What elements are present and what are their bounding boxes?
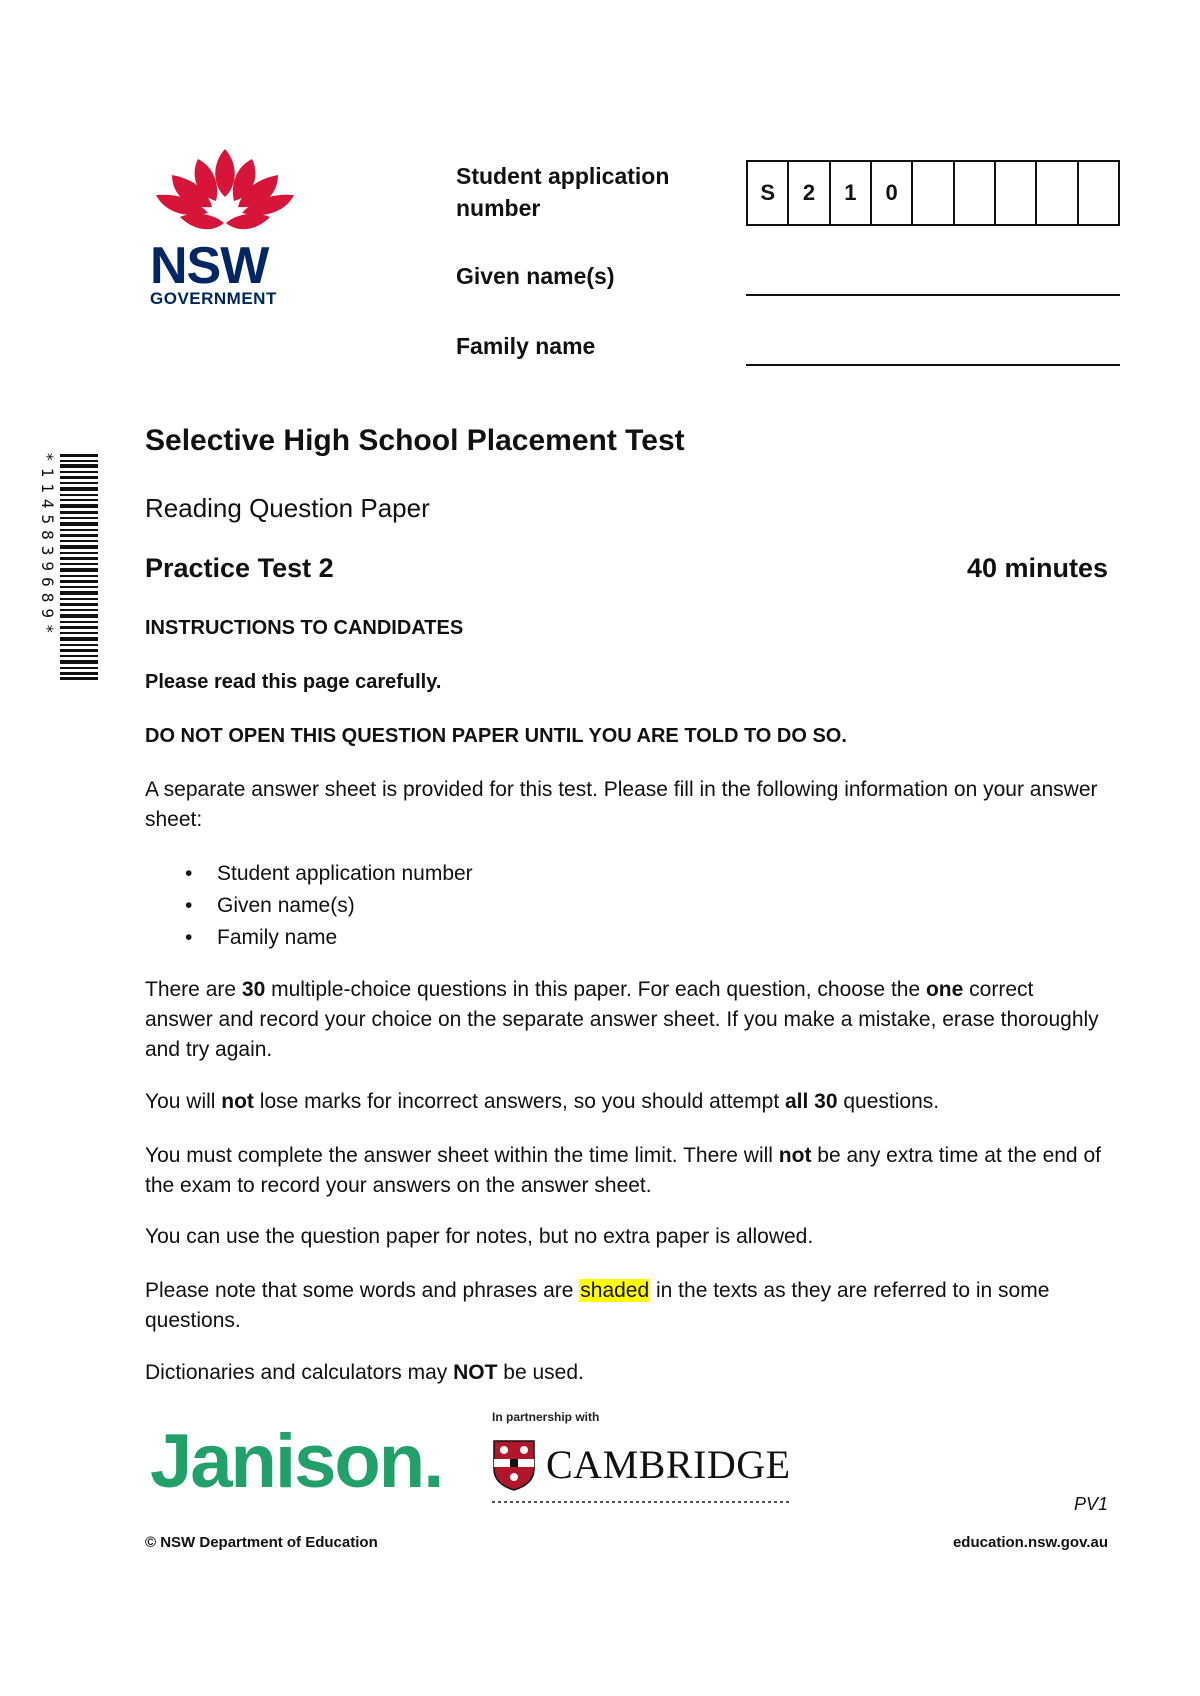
list-item: • Family name <box>145 922 1045 954</box>
student-app-label: Student application number <box>456 163 670 221</box>
instructions-heading: INSTRUCTIONS TO CANDIDATES <box>145 617 464 639</box>
app-number-cell[interactable] <box>913 162 954 224</box>
version-label: PV1 <box>1073 1494 1108 1514</box>
in-partnership-text: In partnership with <box>492 1410 600 1424</box>
dictionaries-paragraph: Dictionaries and calculators may NOT be used. <box>145 1361 584 1384</box>
website-link[interactable]: education.nsw.gov.au <box>952 1534 1108 1551</box>
app-number-cell[interactable]: 1 <box>831 162 872 224</box>
shaded-paragraph: Please note that some words and phrases are shaded in the texts as they are referred to in some questions. <box>145 1279 1050 1332</box>
cambridge-shield-icon <box>492 1439 536 1491</box>
barcode-digits: *1145839689* <box>38 452 57 640</box>
app-number-cell[interactable] <box>1037 162 1078 224</box>
page-subtitle: Reading Question Paper <box>145 493 430 523</box>
given-name-line[interactable] <box>746 294 1120 296</box>
list-item: • Student application number <box>145 858 1045 890</box>
government-logo-text: GOVERNMENT <box>150 289 277 308</box>
cambridge-logo <box>492 1435 802 1507</box>
student-application-number-boxes[interactable] <box>746 160 1120 226</box>
duration-label: 40 minutes <box>966 553 1108 583</box>
family-name-line[interactable] <box>746 364 1120 366</box>
answer-sheet-intro: A separate answer sheet is provided for this test. Please fill in the following information on your answer sheet: <box>145 778 1098 831</box>
notes-paragraph: You can use the question paper for notes, but no extra paper is allowed. <box>145 1225 814 1248</box>
practice-test-label: Practice Test 2 <box>145 553 334 583</box>
app-number-cell[interactable]: 0 <box>872 162 913 224</box>
questions-paragraph: There are 30 multiple-choice questions in this paper. For each question, choose the one correct answer and record your choice on the separate answer sheet. If you make a mistake, erase thoroughly and try again. <box>145 978 1099 1061</box>
app-number-cell[interactable] <box>1079 162 1118 224</box>
time-limit-paragraph: You must complete the answer sheet within the time limit. There will not be any extra time at the end of the exam to record your answers on the answer sheet. <box>145 1144 1101 1197</box>
list-item: • Given name(s) <box>145 890 1045 922</box>
page-title: Selective High School Placement Test <box>145 424 685 457</box>
barcode <box>38 452 100 682</box>
cambridge-underline-strip <box>492 1501 792 1503</box>
marks-paragraph: You will not lose marks for incorrect answers, so you should attempt all 30 questions. <box>145 1090 940 1113</box>
do-not-open-text: DO NOT OPEN THIS QUESTION PAPER UNTIL YOU ARE TOLD TO DO SO. <box>145 725 847 747</box>
app-number-cell[interactable] <box>996 162 1037 224</box>
cambridge-wordmark: CAMBRIDGE <box>546 1442 791 1487</box>
janison-logo: Janison. <box>150 1419 443 1504</box>
family-name-label: Family name <box>456 333 596 359</box>
waratah-icon <box>150 145 300 240</box>
app-number-cell[interactable] <box>955 162 996 224</box>
nsw-logo-text: NSW <box>150 237 269 295</box>
highlighted-word: shaded <box>580 1279 650 1302</box>
barcode-bars <box>60 454 98 680</box>
read-carefully-text: Please read this page carefully. <box>145 671 442 693</box>
app-number-cell[interactable]: S <box>748 162 789 224</box>
given-name-label: Given name(s) <box>456 263 615 289</box>
answer-sheet-list <box>145 858 1045 954</box>
app-number-cell[interactable]: 2 <box>789 162 830 224</box>
copyright-text: © NSW Department of Education <box>145 1534 378 1551</box>
nsw-government-logo <box>150 145 300 308</box>
